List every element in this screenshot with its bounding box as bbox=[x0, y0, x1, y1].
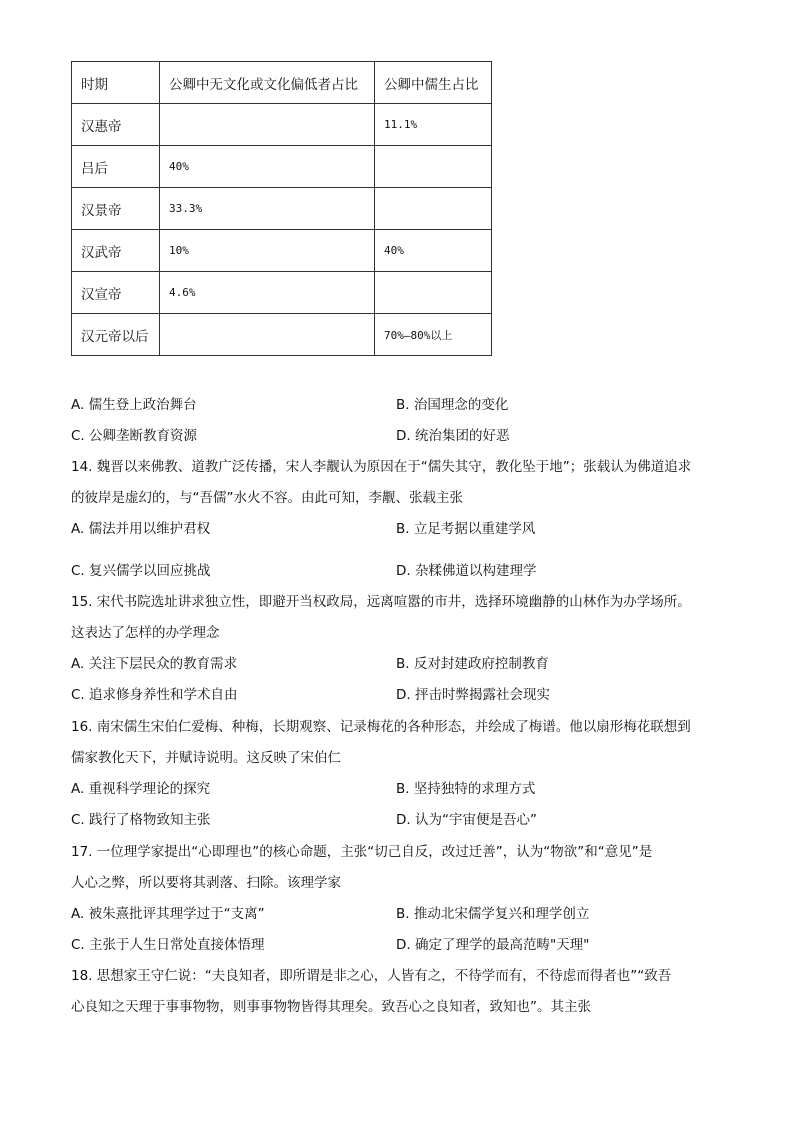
table-cell: 33.3% bbox=[160, 188, 375, 230]
table-cell: 10% bbox=[160, 230, 375, 272]
q16-option-a: A. 重视科学理论的探究 bbox=[71, 781, 211, 797]
q17-option-a: A. 被朱熹批评其理学过于“支离” bbox=[71, 906, 265, 922]
table-cell: 汉景帝 bbox=[72, 188, 160, 230]
table-header-row bbox=[72, 62, 492, 104]
q17-stem-line-2: 人心之弊，所以要将其剥落、扫除。该理学家 bbox=[71, 875, 341, 891]
table-cell: 11.1% bbox=[375, 104, 492, 146]
table-cell: 汉宣帝 bbox=[72, 272, 160, 314]
data-table bbox=[71, 61, 492, 356]
table-cell: 40% bbox=[375, 230, 492, 272]
q16-option-c: C. 践行了格物致知主张 bbox=[71, 812, 211, 828]
q14-option-a: A. 儒法并用以维护君权 bbox=[71, 521, 211, 537]
q15-stem-line-2: 这表达了怎样的办学理念 bbox=[71, 625, 220, 641]
table-cell: 汉武帝 bbox=[72, 230, 160, 272]
table-cell: 吕后 bbox=[72, 146, 160, 188]
table-row bbox=[72, 314, 492, 356]
q17-option-b: B. 推动北宋儒学复兴和理学创立 bbox=[396, 906, 590, 922]
table-header-cell: 公卿中儒生占比 bbox=[375, 62, 492, 104]
table-header-cell: 时期 bbox=[72, 62, 160, 104]
q15-option-c: C. 追求修身养性和学术自由 bbox=[71, 687, 238, 703]
table-cell bbox=[375, 188, 492, 230]
table-cell: 4.6% bbox=[160, 272, 375, 314]
q14-stem-line-1: 14. 魏晋以来佛教、道教广泛传播，宋人李觏认为原因在于“儒失其守，教化坠于地”；张载认为佛道追求 bbox=[71, 459, 692, 475]
table-cell bbox=[375, 146, 492, 188]
q17-option-c: C. 主张于人生日常处直接体悟理 bbox=[71, 937, 265, 953]
table-cell: 汉惠帝 bbox=[72, 104, 160, 146]
q16-stem-line-1: 16. 南宋儒生宋伯仁爱梅、种梅，长期观察、记录梅花的各种形态，并绘成了梅谱。他以扇形梅花联想到 bbox=[71, 719, 691, 735]
q14-option-c: C. 复兴儒学以回应挑战 bbox=[71, 563, 211, 579]
table-row bbox=[72, 230, 492, 272]
q13-option-d: D. 统治集团的好恶 bbox=[396, 428, 510, 444]
q15-option-a: A. 关注下层民众的教育需求 bbox=[71, 656, 238, 672]
table-row bbox=[72, 188, 492, 230]
q14-option-d: D. 杂糅佛道以构建理学 bbox=[396, 563, 537, 579]
table-row bbox=[72, 146, 492, 188]
q17-option-d: D. 确定了理学的最高范畴"天理" bbox=[396, 937, 590, 953]
table-row bbox=[72, 272, 492, 314]
q16-stem-line-2: 儒家教化天下，并赋诗说明。这反映了宋伯仁 bbox=[71, 750, 341, 766]
q16-option-b: B. 坚持独特的求理方式 bbox=[396, 781, 536, 797]
q13-option-c: C. 公卿垄断教育资源 bbox=[71, 428, 198, 444]
table-row bbox=[72, 104, 492, 146]
q15-option-b: B. 反对封建政府控制教育 bbox=[396, 656, 549, 672]
table-cell: 40% bbox=[160, 146, 375, 188]
q16-option-d: D. 认为“宇宙便是吾心” bbox=[396, 812, 537, 828]
q15-option-d: D. 抨击时弊揭露社会现实 bbox=[396, 687, 550, 703]
table-cell bbox=[160, 104, 375, 146]
q17-stem-line-1: 17. 一位理学家提出“心即理也”的核心命题，主张“切己自反，改过迁善”，认为“物欲”和“意见”是 bbox=[71, 844, 653, 860]
table-cell: 70%—80%以上 bbox=[375, 314, 492, 356]
table-cell: 汉元帝以后 bbox=[72, 314, 160, 356]
table-header-cell: 公卿中无文化或文化偏低者占比 bbox=[160, 62, 375, 104]
q14-option-b: B. 立足考据以重建学风 bbox=[396, 521, 536, 537]
q13-option-b: B. 治国理念的变化 bbox=[396, 397, 509, 413]
table-cell bbox=[375, 272, 492, 314]
table-cell bbox=[160, 314, 375, 356]
q15-stem-line-1: 15. 宋代书院选址讲求独立性，即避开当权政局，远离喧嚣的市井，选择环境幽静的山林作为办学场所。 bbox=[71, 594, 691, 610]
q18-stem-line-1: 18. 思想家王守仁说：“夫良知者，即所谓是非之心，人皆有之，不待学而有，不待虑而得者也”“致吾 bbox=[71, 968, 672, 984]
q14-stem-line-2: 的彼岸是虚幻的，与“吾儒”水火不容。由此可知，李觏、张载主张 bbox=[71, 490, 463, 506]
q13-option-a: A. 儒生登上政治舞台 bbox=[71, 397, 197, 413]
q18-stem-line-2: 心良知之天理于事事物物，则事事物物皆得其理矣。致吾心之良知者，致知也”。其主张 bbox=[71, 999, 591, 1015]
